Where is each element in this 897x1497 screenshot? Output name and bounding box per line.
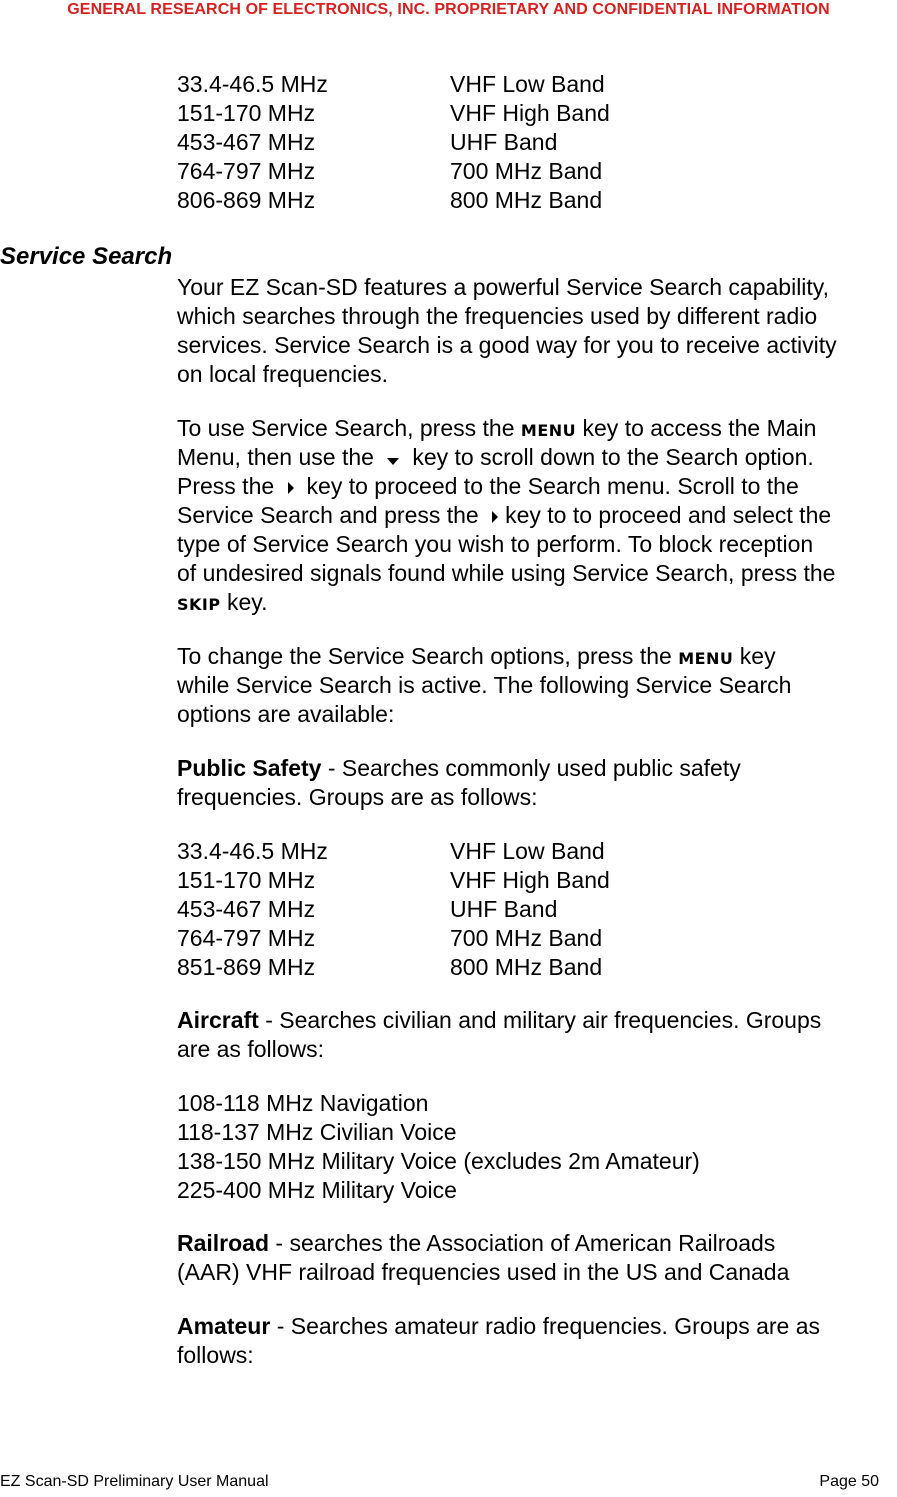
right-triangle-icon xyxy=(491,502,499,531)
text-segment: - Searches amateur radio frequencies. Groups are as xyxy=(270,1313,821,1339)
band-name: 700 MHz Band xyxy=(450,158,603,184)
band-range: 851-869 MHz xyxy=(177,954,316,980)
band-range: 33.4-46.5 MHz xyxy=(177,71,328,97)
text-line: are as follows: xyxy=(177,1036,325,1062)
public-safety-band-table xyxy=(177,837,895,982)
table-row xyxy=(177,924,895,953)
band-range: 151-170 MHz xyxy=(177,867,316,893)
text-line: which searches through the frequencies used by different radio xyxy=(177,303,818,329)
band-range: 453-467 MHz xyxy=(177,129,316,155)
option-title-railroad: Railroad xyxy=(177,1230,270,1256)
list-item: 118-137 MHz Civilian Voice xyxy=(177,1119,457,1145)
table-row xyxy=(177,837,895,866)
aircraft-group-list xyxy=(177,1089,895,1205)
text-segment: key to access the Main xyxy=(576,415,817,441)
railroad-paragraph xyxy=(177,1229,895,1287)
text-line xyxy=(177,501,895,530)
text-segment: key to to proceed and select the xyxy=(505,502,832,528)
band-name: VHF Low Band xyxy=(450,71,605,97)
text-segment: Press the xyxy=(177,473,281,499)
text-segment: key to proceed to the Search menu. Scroll to the xyxy=(306,473,799,499)
band-name: 800 MHz Band xyxy=(450,954,603,980)
menu-key-label: MENU xyxy=(678,649,734,668)
band-name: VHF Low Band xyxy=(450,838,605,864)
howto-paragraph xyxy=(177,414,895,617)
text-line: (AAR) VHF railroad frequencies used in the US and Canada xyxy=(177,1259,790,1285)
table-row xyxy=(177,128,895,157)
option-title-public-safety: Public Safety xyxy=(177,755,322,781)
text-line: on local frequencies. xyxy=(177,361,388,387)
top-band-table xyxy=(177,70,895,215)
text-line: of undesired signals found while using Service Search, press the xyxy=(177,560,836,586)
band-name: 700 MHz Band xyxy=(450,925,603,951)
text-line xyxy=(177,1006,895,1035)
public-safety-paragraph xyxy=(177,754,895,812)
text-line xyxy=(177,754,895,783)
right-triangle-icon xyxy=(287,473,295,502)
aircraft-paragraph xyxy=(177,1006,895,1064)
text-line: frequencies. Groups are as follows: xyxy=(177,784,538,810)
text-segment: key to scroll down to the Search option. xyxy=(412,444,814,470)
text-segment: To change the Service Search options, press the xyxy=(177,643,679,669)
text-line: Your EZ Scan-SD features a powerful Service Search capability, xyxy=(177,274,829,300)
footer-manual-title: EZ Scan-SD Preliminary User Manual xyxy=(0,1473,269,1490)
confidential-header: GENERAL RESEARCH OF ELECTRONICS, INC. PROPRIETARY AND CONFIDENTIAL INFORMATION xyxy=(67,1,830,18)
text-line xyxy=(177,414,895,443)
section-heading-service-search: Service Search xyxy=(0,243,173,270)
table-row xyxy=(177,866,895,895)
amateur-paragraph xyxy=(177,1312,895,1370)
down-triangle-icon xyxy=(386,444,400,473)
text-segment: Menu, then use the xyxy=(177,444,381,470)
text-line: type of Service Search you wish to perform. To block reception xyxy=(177,531,814,557)
table-row xyxy=(177,953,895,982)
text-segment: key. xyxy=(220,589,268,615)
band-name: VHF High Band xyxy=(450,100,610,126)
band-range: 151-170 MHz xyxy=(177,100,316,126)
heading-spacer xyxy=(177,239,895,273)
band-range: 764-797 MHz xyxy=(177,158,316,184)
band-range: 806-869 MHz xyxy=(177,187,316,213)
list-item: 138-150 MHz Military Voice (excludes 2m Amateur) xyxy=(177,1148,700,1174)
text-line: services. Service Search is a good way for you to receive activity xyxy=(177,332,837,358)
text-segment: - Searches civilian and military air frequencies. Groups xyxy=(258,1007,822,1033)
options-paragraph xyxy=(177,642,895,729)
band-name: UHF Band xyxy=(450,129,558,155)
band-range: 33.4-46.5 MHz xyxy=(177,838,328,864)
text-segment: key xyxy=(733,643,776,669)
band-name: VHF High Band xyxy=(450,867,610,893)
table-row xyxy=(177,99,895,128)
table-row xyxy=(177,895,895,924)
menu-key-label: MENU xyxy=(520,421,577,440)
skip-key-label: SKIP xyxy=(177,595,221,614)
text-line xyxy=(177,1312,895,1341)
list-item: 108-118 MHz Navigation xyxy=(177,1090,429,1116)
table-row xyxy=(177,70,895,99)
text-line xyxy=(177,443,895,472)
intro-paragraph xyxy=(177,273,895,389)
text-line xyxy=(177,1229,895,1258)
text-line: follows: xyxy=(177,1342,254,1368)
band-range: 764-797 MHz xyxy=(177,925,316,951)
text-line: options are available: xyxy=(177,701,395,727)
text-segment: - searches the Association of American Railroads xyxy=(269,1230,776,1256)
band-name: 800 MHz Band xyxy=(450,187,603,213)
text-segment: Service Search and press the xyxy=(177,502,486,528)
text-line xyxy=(177,588,895,617)
option-title-aircraft: Aircraft xyxy=(177,1007,259,1033)
page-content xyxy=(177,70,895,1395)
band-range: 453-467 MHz xyxy=(177,896,316,922)
band-name: UHF Band xyxy=(450,896,558,922)
text-line: while Service Search is active. The following Service Search xyxy=(177,672,792,698)
footer-page-number: Page 50 xyxy=(819,1473,879,1490)
text-segment: To use Service Search, press the xyxy=(177,415,521,441)
text-segment: - Searches commonly used public safety xyxy=(321,755,741,781)
list-item: 225-400 MHz Military Voice xyxy=(177,1177,457,1203)
table-row xyxy=(177,157,895,186)
table-row xyxy=(177,186,895,215)
text-line xyxy=(177,472,895,501)
option-title-amateur: Amateur xyxy=(177,1313,271,1339)
text-line xyxy=(177,642,895,671)
